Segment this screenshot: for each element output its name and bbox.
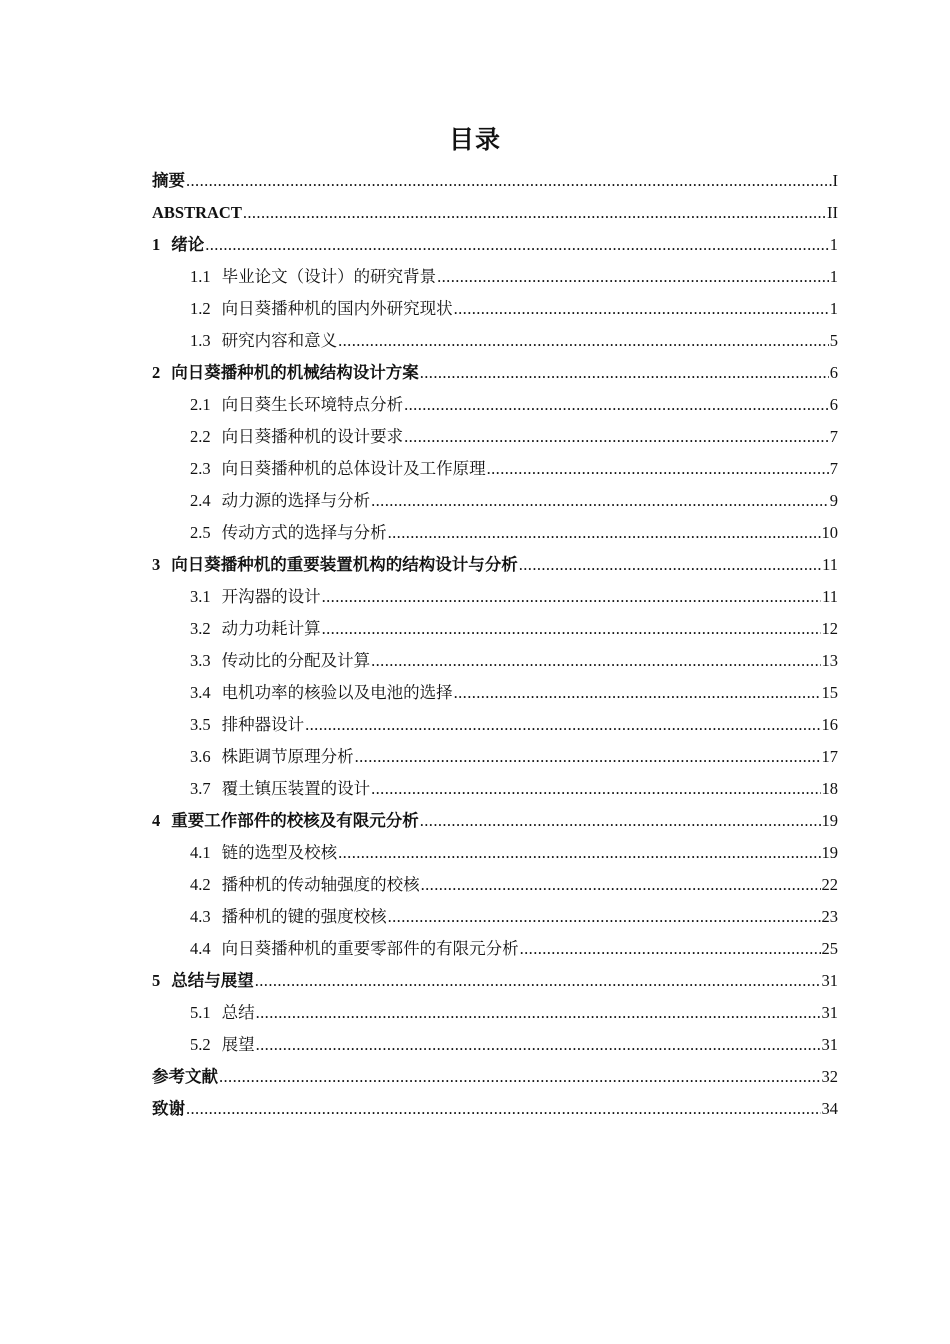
dot-leader <box>371 773 820 805</box>
toc-entry-page: 10 <box>821 523 838 542</box>
toc-entry-page: 11 <box>822 587 838 606</box>
toc-entry[interactable] <box>152 229 838 261</box>
toc-entry-title: 重要工作部件的校核及有限元分析 <box>171 811 419 830</box>
toc-entry-number: 2.3 <box>190 459 211 478</box>
table-of-contents <box>152 165 838 1125</box>
dot-leader <box>519 549 821 581</box>
toc-entry-page: 11 <box>822 555 838 574</box>
toc-entry-title: 总结与展望 <box>171 971 254 990</box>
toc-entry-number: 2.5 <box>190 523 211 542</box>
toc-entry[interactable] <box>152 869 838 901</box>
toc-entry[interactable] <box>152 549 838 581</box>
toc-entry-number: 4.4 <box>190 939 211 958</box>
dot-leader <box>420 805 821 837</box>
dot-leader <box>219 1061 821 1093</box>
toc-entry-number: 5.1 <box>190 1003 211 1022</box>
toc-entry-title: 参考文献 <box>152 1067 218 1086</box>
toc-entry-title: 开沟器的设计 <box>221 587 321 606</box>
toc-entry-number: 4.1 <box>190 843 211 862</box>
page-title: 目录 <box>448 125 501 154</box>
toc-entry[interactable] <box>152 1093 838 1125</box>
toc-entry-number: 1 <box>152 235 161 254</box>
toc-entry-number: 3.3 <box>190 651 211 670</box>
toc-entry[interactable] <box>152 485 838 517</box>
toc-entry-title: 向日葵播种机的总体设计及工作原理 <box>221 459 486 478</box>
toc-entry-page: 7 <box>829 427 838 446</box>
toc-entry[interactable] <box>152 805 838 837</box>
toc-entry-number: 5.2 <box>190 1035 211 1054</box>
toc-entry[interactable] <box>152 165 838 197</box>
dot-leader <box>256 997 821 1029</box>
dot-leader <box>186 1093 821 1125</box>
dot-leader <box>322 613 821 645</box>
toc-entry-title: 动力功耗计算 <box>221 619 321 638</box>
toc-entry-page: I <box>832 171 838 190</box>
toc-entry[interactable] <box>152 933 838 965</box>
dot-leader <box>437 261 829 293</box>
toc-entry-number: 1.2 <box>190 299 211 318</box>
toc-entry-number: 3.5 <box>190 715 211 734</box>
toc-entry-number: 1.3 <box>190 331 211 350</box>
toc-entry-number: 2.4 <box>190 491 211 510</box>
toc-entry[interactable] <box>152 965 838 997</box>
dot-leader <box>243 197 826 229</box>
dot-leader <box>255 965 821 997</box>
toc-entry[interactable] <box>152 1029 838 1061</box>
toc-entry[interactable] <box>152 581 838 613</box>
toc-entry-page: 1 <box>829 235 838 254</box>
toc-entry-page: 17 <box>821 747 838 766</box>
toc-entry-title: 排种器设计 <box>221 715 305 734</box>
toc-entry-page: 6 <box>829 363 838 382</box>
toc-entry-number: 3.6 <box>190 747 211 766</box>
toc-entry-title: 绪论 <box>171 235 205 254</box>
dot-leader <box>421 869 821 901</box>
toc-entry[interactable] <box>152 1061 838 1093</box>
toc-entry[interactable] <box>152 645 838 677</box>
toc-entry-number: 1.1 <box>190 267 211 286</box>
toc-entry-page: 13 <box>821 651 838 670</box>
toc-entry-title: 向日葵播种机的国内外研究现状 <box>221 299 453 318</box>
toc-entry-title: 向日葵播种机的重要装置机构的结构设计与分析 <box>171 555 518 574</box>
dot-leader <box>256 1029 821 1061</box>
dot-leader <box>338 325 829 357</box>
toc-entry[interactable] <box>152 357 838 389</box>
toc-entry-page: 34 <box>821 1099 838 1118</box>
toc-entry-page: 31 <box>821 1003 838 1022</box>
toc-entry[interactable] <box>152 709 838 741</box>
toc-entry-page: 15 <box>821 683 838 702</box>
toc-entry-title: 覆土镇压装置的设计 <box>221 779 371 798</box>
dot-leader <box>404 421 829 453</box>
toc-entry-number: 3 <box>152 555 161 574</box>
toc-entry-title: 毕业论文（设计）的研究背景 <box>221 267 437 286</box>
toc-entry[interactable] <box>152 421 838 453</box>
toc-entry[interactable] <box>152 517 838 549</box>
toc-entry-title: 播种机的传动轴强度的校核 <box>221 875 420 894</box>
toc-entry-number: 4.3 <box>190 907 211 926</box>
toc-entry-page: II <box>827 203 838 222</box>
toc-entry[interactable] <box>152 677 838 709</box>
dot-leader <box>420 357 829 389</box>
toc-entry[interactable] <box>152 293 838 325</box>
dot-leader <box>487 453 829 485</box>
toc-entry-title: 链的选型及校核 <box>221 843 338 862</box>
toc-entry-title: 向日葵播种机的重要零部件的有限元分析 <box>221 939 519 958</box>
toc-entry[interactable] <box>152 389 838 421</box>
toc-entry-title: 致谢 <box>152 1099 185 1118</box>
dot-leader <box>388 517 821 549</box>
toc-entry[interactable] <box>152 613 838 645</box>
toc-entry-page: 9 <box>829 491 838 510</box>
toc-entry-page: 16 <box>821 715 838 734</box>
toc-entry[interactable] <box>152 741 838 773</box>
toc-entry-number: 4.2 <box>190 875 211 894</box>
toc-entry-title: 播种机的键的强度校核 <box>221 907 387 926</box>
toc-entry-page: 22 <box>821 875 838 894</box>
toc-entry[interactable] <box>152 261 838 293</box>
toc-entry-title: 向日葵生长环境特点分析 <box>221 395 404 414</box>
toc-entry-page: 7 <box>829 459 838 478</box>
dot-leader <box>520 933 821 965</box>
toc-entry-title: 向日葵播种机的机械结构设计方案 <box>171 363 419 382</box>
dot-leader <box>322 581 821 613</box>
toc-entry-title: 电机功率的核验以及电池的选择 <box>221 683 453 702</box>
toc-entry-number: 3.2 <box>190 619 211 638</box>
toc-entry-title: 总结 <box>221 1003 255 1022</box>
toc-entry-page: 32 <box>821 1067 838 1086</box>
toc-entry[interactable] <box>152 997 838 1029</box>
toc-entry[interactable] <box>152 901 838 933</box>
dot-leader <box>338 837 820 869</box>
toc-entry-page: 31 <box>821 971 838 990</box>
dot-leader <box>205 229 829 261</box>
toc-entry-number: 3.1 <box>190 587 211 606</box>
toc-entry-number: 2.2 <box>190 427 211 446</box>
toc-entry[interactable] <box>152 837 838 869</box>
toc-entry-title: 向日葵播种机的设计要求 <box>221 427 404 446</box>
toc-entry-page: 25 <box>821 939 838 958</box>
toc-entry-title: ABSTRACT <box>152 203 242 222</box>
dot-leader <box>371 485 829 517</box>
toc-entry-page: 1 <box>829 267 838 286</box>
toc-entry-page: 18 <box>821 779 838 798</box>
toc-entry-page: 19 <box>821 811 838 830</box>
toc-entry-number: 4 <box>152 811 161 830</box>
dot-leader <box>355 741 821 773</box>
toc-entry-page: 31 <box>821 1035 838 1054</box>
toc-entry[interactable] <box>152 773 838 805</box>
toc-entry-page: 12 <box>821 619 838 638</box>
dot-leader <box>404 389 829 421</box>
toc-entry-title: 传动比的分配及计算 <box>221 651 371 670</box>
toc-entry[interactable] <box>152 325 838 357</box>
toc-entry-page: 5 <box>829 331 838 350</box>
toc-entry-page: 1 <box>829 299 838 318</box>
toc-entry-number: 2.1 <box>190 395 211 414</box>
toc-entry-page: 23 <box>821 907 838 926</box>
toc-entry[interactable] <box>152 453 838 485</box>
toc-entry-number: 3.4 <box>190 683 211 702</box>
toc-entry-number: 2 <box>152 363 161 382</box>
toc-entry-title: 株距调节原理分析 <box>221 747 354 766</box>
toc-entry-number: 3.7 <box>190 779 211 798</box>
dot-leader <box>454 677 821 709</box>
dot-leader <box>371 645 820 677</box>
toc-entry-title: 研究内容和意义 <box>221 331 338 350</box>
toc-entry-title: 动力源的选择与分析 <box>221 491 371 510</box>
dot-leader <box>305 709 820 741</box>
toc-entry-title: 展望 <box>221 1035 255 1054</box>
toc-entry-title: 摘要 <box>152 171 185 190</box>
toc-entry-number: 5 <box>152 971 161 990</box>
toc-entry-title: 传动方式的选择与分析 <box>221 523 387 542</box>
dot-leader <box>186 165 832 197</box>
toc-entry[interactable] <box>152 197 838 229</box>
toc-entry-page: 19 <box>821 843 838 862</box>
toc-entry-page: 6 <box>829 395 838 414</box>
dot-leader <box>388 901 821 933</box>
dot-leader <box>454 293 829 325</box>
